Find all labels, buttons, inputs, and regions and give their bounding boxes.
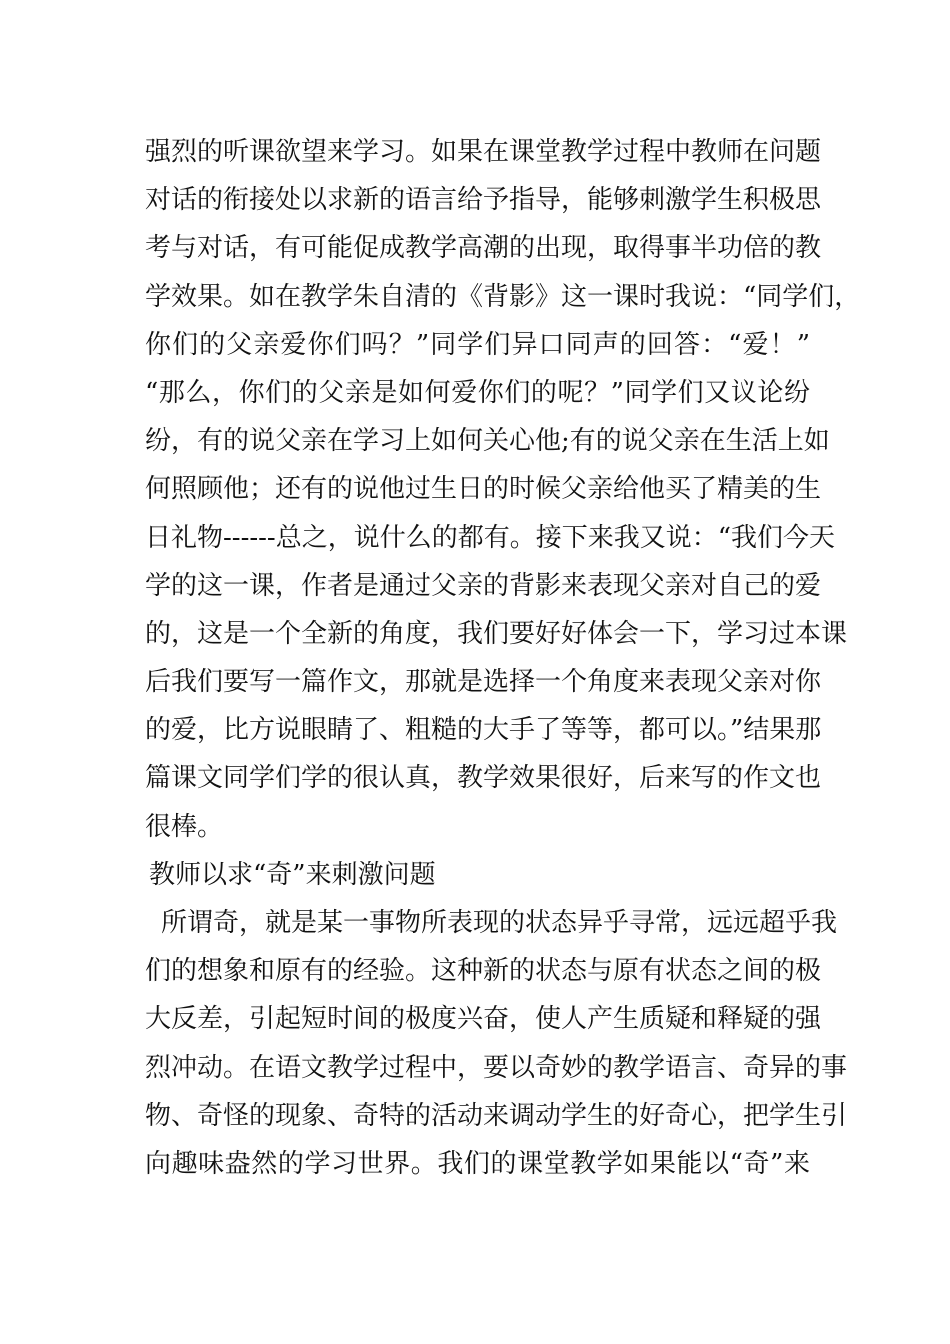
paragraph-line: 考与对话，有可能促成教学高潮的出现，取得事半功倍的教 xyxy=(145,233,822,264)
paragraph-line: 向趣味盎然的学习世界。我们的课堂教学如果能以“奇”来 xyxy=(145,1148,810,1179)
document-body xyxy=(145,128,861,1188)
paragraph-line: 何照顾他；还有的说他过生日的时候父亲给他买了精美的生 xyxy=(145,474,822,505)
paragraph-line: 后我们要写一篇作文，那就是选择一个角度来表现父亲对你 xyxy=(145,667,822,698)
paragraph-line: 学的这一课，作者是通过父亲的背影来表现父亲对自己的爱 xyxy=(145,570,822,601)
section-heading: 教师以求“奇”来刺激问题 xyxy=(149,859,436,890)
paragraph-line: 学效果。如在教学朱自清的《背影》这一课时我说：“同学们， xyxy=(145,281,861,312)
paragraph-line: 纷，有的说父亲在学习上如何关心他;有的说父亲在生活上如 xyxy=(145,426,830,457)
paragraph-line: 物、奇怪的现象、奇特的活动来调动学生的好奇心，把学生引 xyxy=(145,1100,848,1131)
paragraph-line: “那么，你们的父亲是如何爱你们的呢？”同学们又议论纷 xyxy=(145,377,810,408)
paragraph-line: 强烈的听课欲望来学习。如果在课堂教学过程中教师在问题 xyxy=(145,137,822,167)
paragraph-line: 对话的衔接处以求新的语言给予指导，能够刺激学生积极思 xyxy=(145,185,822,216)
paragraph-line: 篇课文同学们学的很认真，教学效果很好，后来写的作文也 xyxy=(145,763,822,794)
paragraph-line: 很棒。 xyxy=(145,811,224,842)
paragraph-line: 的爱，比方说眼睛了、粗糙的大手了等等，都可以。”结果那 xyxy=(145,715,822,746)
paragraph-line: 你们的父亲爱你们吗？”同学们异口同声的回答：“爱！” xyxy=(145,329,810,360)
paragraph-line: 大反差，引起短时间的极度兴奋，使人产生质疑和释疑的强 xyxy=(145,1004,822,1035)
paragraph-line: 所谓奇，就是某一事物所表现的状态异乎寻常，远远超乎我 xyxy=(161,908,838,938)
paragraph-line: 的，这是一个全新的角度，我们要好好体会一下，学习过本课 xyxy=(145,618,848,649)
paragraph-line: 烈冲动。在语文教学过程中，要以奇妙的教学语言、奇异的事 xyxy=(145,1052,848,1083)
paragraph-line: 日礼物------总之，说什么的都有。接下来我又说：“我们今天 xyxy=(145,522,836,553)
paragraph-line: 们的想象和原有的经验。这种新的状态与原有状态之间的极 xyxy=(145,956,822,987)
